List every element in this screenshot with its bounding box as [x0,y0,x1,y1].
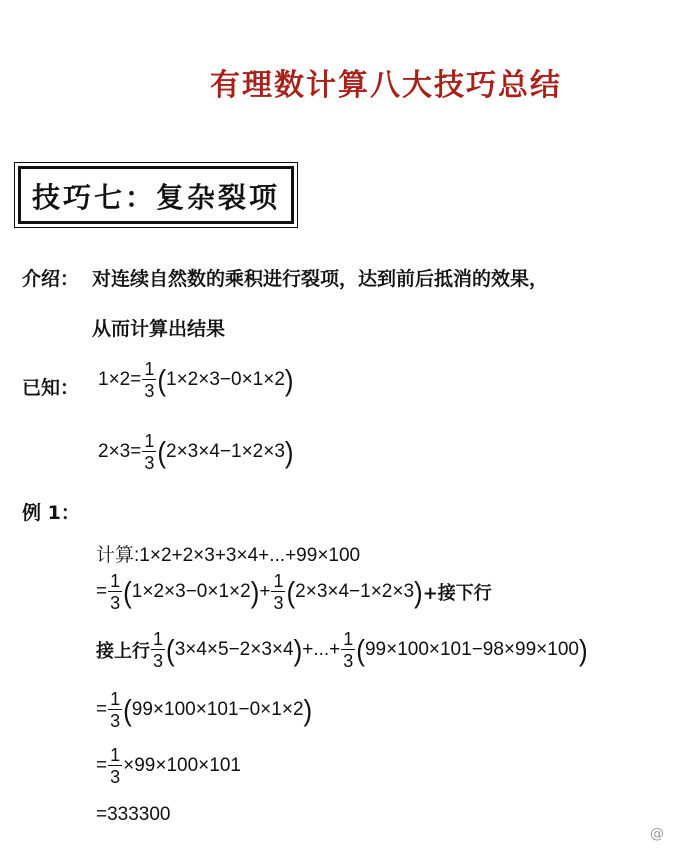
line2-fraction2 [271,572,285,612]
open-paren: ( [286,574,296,610]
line5-post: ×99×100×101 [123,755,241,776]
eq1-num: 1 [144,359,155,379]
eq1-lhs: 1×2= [98,369,142,390]
known-label: 已知： [22,377,80,399]
example-line3 [96,630,588,670]
line3-num2: 1 [343,629,354,649]
line4-body: 99×100×101−0×1×2 [131,699,304,720]
line4-fraction [108,690,122,730]
close-paren: ) [414,574,423,610]
line5-den: 3 [110,767,121,787]
line2-plus: + [259,581,271,602]
line2-den2: 3 [273,593,284,613]
line3-fraction2 [341,630,355,670]
close-paren: ) [293,632,303,668]
open-paren: ( [157,362,167,398]
line2-fraction1 [108,572,122,612]
open-paren: ( [166,632,175,668]
line2-den1: 3 [110,593,121,613]
intro-line2: 从而计算出结果 [92,318,226,340]
line6-result: =333300 [96,804,171,825]
close-paren: ) [284,362,294,398]
example-line2 [96,572,492,612]
close-paren: ) [578,632,588,668]
eq1-den: 3 [144,381,155,401]
line3-body1: 3×4×5−2×3×4 [174,639,294,660]
line3-fraction1 [151,630,165,670]
close-paren: ) [303,692,313,728]
example-label: 例 1： [22,502,80,524]
line4-den: 3 [110,711,121,731]
example-line4 [96,690,312,730]
page-title: 有理数计算八大技巧总结 [210,68,562,103]
example-line5 [96,746,241,786]
close-paren: ) [284,434,294,470]
known-eq1 [98,360,294,400]
intro-line1: 对连续自然数的乘积进行裂项，达到前后抵消的效果， [92,268,549,290]
open-paren: ( [356,632,365,668]
line5-pre: = [96,755,108,776]
line3-den2: 3 [343,651,354,671]
line3-mid: +...+ [302,639,341,660]
eq2-fraction [142,432,156,472]
eq2-den: 3 [144,453,155,473]
eq1-fraction [142,360,156,400]
eq2-body: 2×3×4−1×2×3 [166,441,285,462]
line5-num: 1 [110,745,121,765]
line5-fraction [108,746,122,786]
open-paren: ( [123,574,132,610]
line2-post: +接下行 [422,583,492,604]
line3-num1: 1 [153,629,164,649]
line4-num: 1 [110,689,121,709]
eq2-lhs: 2×3= [98,441,142,462]
open-paren: ( [157,434,167,470]
example-line6 [96,804,171,826]
eq2-num: 1 [144,431,155,451]
line2-body1: 1×2×3−0×1×2 [131,581,251,602]
line3-body2: 99×100×101−98×99×100 [364,639,579,660]
example-line1 [96,540,360,567]
line4-pre: = [96,699,108,720]
section-title: 技巧七：复杂裂项 [32,181,281,214]
open-paren: ( [123,692,132,728]
line3-den1: 3 [153,651,164,671]
known-eq2 [98,432,294,472]
example-line1-text: 计算:1×2+2×3+3×4+...+99×100 [96,545,361,566]
watermark: @ [650,826,664,842]
line2-body2: 2×3×4−1×2×3 [295,581,415,602]
line2-num1: 1 [110,571,121,591]
close-paren: ) [250,574,260,610]
intro-label: 介绍： [22,268,80,290]
line3-pre: 接上行 [96,641,150,662]
line2-num2: 1 [273,571,284,591]
line2-pre: = [96,581,108,602]
eq1-body: 1×2×3−0×1×2 [166,369,285,390]
